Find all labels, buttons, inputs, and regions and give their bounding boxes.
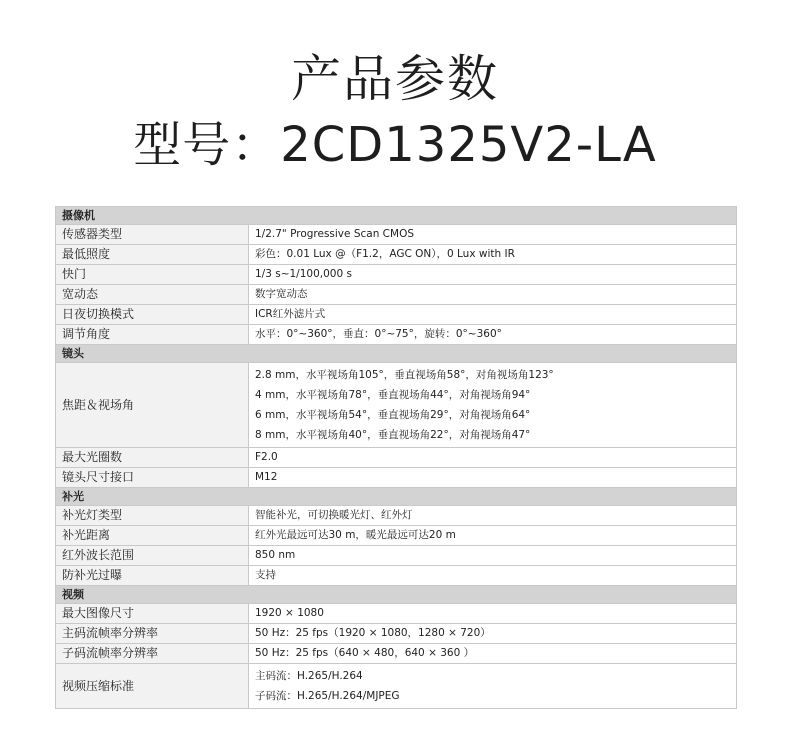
spec-value: F2.0 xyxy=(249,448,737,468)
spec-label: 主码流帧率分辨率 xyxy=(56,624,249,644)
spec-row xyxy=(56,468,737,488)
spec-label: 补光距离 xyxy=(56,526,249,546)
spec-value-line: 子码流：H.265/H.264/MJPEG xyxy=(255,690,400,702)
section-title: 视频 xyxy=(56,586,737,604)
spec-label: 补光灯类型 xyxy=(56,506,249,526)
spec-label: 日夜切换模式 xyxy=(56,305,249,325)
spec-value: M12 xyxy=(249,468,737,488)
spec-label: 视频压缩标准 xyxy=(56,664,249,709)
spec-value: 1920 × 1080 xyxy=(249,604,737,624)
spec-row xyxy=(56,225,737,245)
spec-label: 红外波长范围 xyxy=(56,546,249,566)
spec-value: 1/3 s~1/100,000 s xyxy=(249,265,737,285)
spec-row xyxy=(56,265,737,285)
spec-value: 水平：0°~360°，垂直：0°~75°，旋转：0°~360° xyxy=(249,325,737,345)
section-header xyxy=(56,345,737,363)
spec-value: 彩色：0.01 Lux @（F1.2，AGC ON），0 Lux with IR xyxy=(249,245,737,265)
spec-label: 子码流帧率分辨率 xyxy=(56,644,249,664)
spec-label: 镜头尺寸接口 xyxy=(56,468,249,488)
spec-row xyxy=(56,506,737,526)
spec-row xyxy=(56,245,737,265)
spec-row xyxy=(56,664,737,709)
spec-value: 850 nm xyxy=(249,546,737,566)
spec-label: 调节角度 xyxy=(56,325,249,345)
spec-value: 智能补光，可切换暖光灯、红外灯 xyxy=(249,506,737,526)
spec-value: 1/2.7" Progressive Scan CMOS xyxy=(249,225,737,245)
spec-value: ICR红外滤片式 xyxy=(249,305,737,325)
spec-value-line: 2.8 mm，水平视场角105°，垂直视场角58°，对角视场角123° xyxy=(255,369,554,381)
spec-row xyxy=(56,363,737,448)
spec-row xyxy=(56,526,737,546)
spec-label: 最大图像尺寸 xyxy=(56,604,249,624)
model-number: 型号：2CD1325V2-LA xyxy=(133,117,657,173)
spec-row xyxy=(56,644,737,664)
page-title: 产品参数 xyxy=(291,50,499,108)
spec-row xyxy=(56,624,737,644)
section-header xyxy=(56,207,737,225)
spec-row xyxy=(56,305,737,325)
spec-value-line: 主码流：H.265/H.264 xyxy=(255,670,363,682)
section-header xyxy=(56,488,737,506)
spec-row xyxy=(56,546,737,566)
spec-row xyxy=(56,604,737,624)
spec-value: 支持 xyxy=(249,566,737,586)
spec-label: 最低照度 xyxy=(56,245,249,265)
spec-value xyxy=(249,664,737,709)
spec-row xyxy=(56,448,737,468)
spec-row xyxy=(56,325,737,345)
spec-value: 数字宽动态 xyxy=(249,285,737,305)
spec-value xyxy=(249,363,737,448)
spec-label: 宽动态 xyxy=(56,285,249,305)
spec-value: 50 Hz：25 fps（640 × 480，640 × 360 ） xyxy=(249,644,737,664)
section-title: 补光 xyxy=(56,488,737,506)
spec-row xyxy=(56,566,737,586)
spec-label: 快门 xyxy=(56,265,249,285)
section-header xyxy=(56,586,737,604)
spec-row xyxy=(56,285,737,305)
spec-label: 最大光圈数 xyxy=(56,448,249,468)
spec-label: 传感器类型 xyxy=(56,225,249,245)
spec-value-line: 8 mm，水平视场角40°，垂直视场角22°，对角视场角47° xyxy=(255,429,531,441)
section-title: 摄像机 xyxy=(56,207,737,225)
spec-value-line: 4 mm，水平视场角78°，垂直视场角44°，对角视场角94° xyxy=(255,389,531,401)
spec-value: 50 Hz：25 fps（1920 × 1080，1280 × 720） xyxy=(249,624,737,644)
spec-value: 红外光最远可达30 m，暖光最远可达20 m xyxy=(249,526,737,546)
spec-label: 防补光过曝 xyxy=(56,566,249,586)
spec-label: 焦距＆视场角 xyxy=(56,363,249,448)
section-title: 镜头 xyxy=(56,345,737,363)
spec-table xyxy=(55,206,737,709)
spec-value-line: 6 mm，水平视场角54°，垂直视场角29°，对角视场角64° xyxy=(255,409,531,421)
